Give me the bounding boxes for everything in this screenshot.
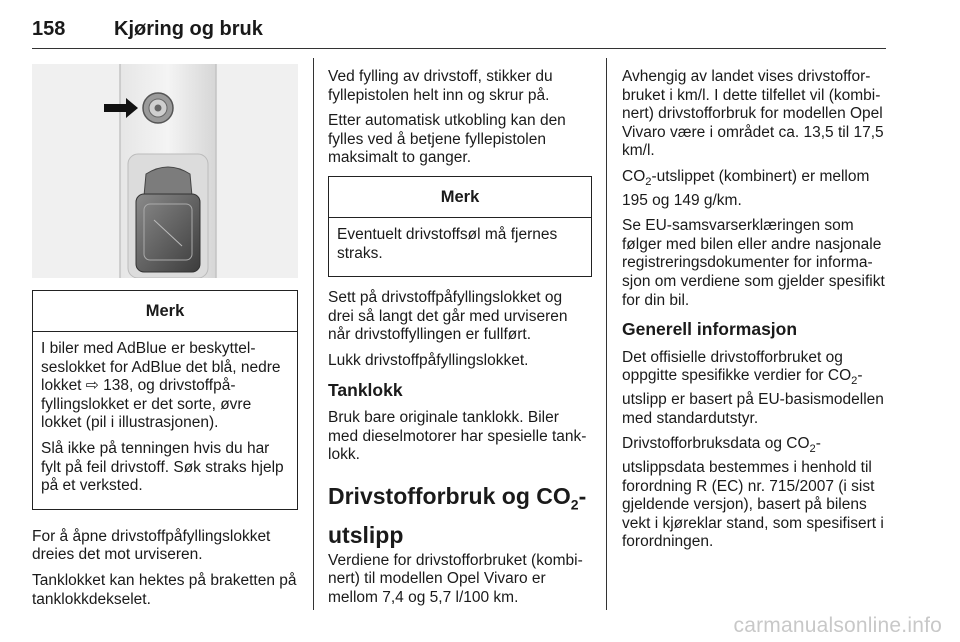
section-heading-generell: Generell informasjon bbox=[622, 319, 798, 340]
paragraph: Etter automatisk utkobling kan den fylles ved å betjene fyllepistolen maksimalt to ganger. bbox=[328, 112, 566, 167]
section-heading-tanklokk: Tanklokk bbox=[328, 379, 403, 400]
note-title: Merk bbox=[33, 291, 297, 332]
column-divider-1 bbox=[313, 58, 314, 610]
note-box bbox=[328, 176, 592, 277]
chapter-title: Kjøring og bruk bbox=[114, 18, 263, 40]
paragraph: For å åpne drivstoffpåfyllingslokket dreies det mot urviseren. bbox=[32, 527, 271, 564]
column-1 bbox=[32, 290, 298, 616]
paragraph: Lukk drivstoffpåfyllingslokket. bbox=[328, 351, 529, 369]
paragraph: Se EU-samsvarserklæringen som følger med bilen eller andre nasjonale registreringsdokumenter for informasjon om verdiene som gjelder spesifikt for din bil. bbox=[622, 217, 885, 309]
header-rule bbox=[32, 48, 886, 49]
column-3 bbox=[622, 68, 890, 559]
chapter-heading-fuel-consumption: Drivstofforbruk og $CO_2$-utslipp bbox=[328, 482, 587, 548]
note-paragraph: Eventuelt drivstoffsøl må fjernes straks. bbox=[337, 225, 558, 262]
note-box bbox=[32, 290, 298, 510]
column-2 bbox=[328, 68, 592, 614]
note-paragraph: Slå ikke på tenningen hvis du har fylt på feil drivstoff. Søk straks hjelp på et verksted. bbox=[41, 439, 284, 495]
column-divider-2 bbox=[606, 58, 607, 610]
note-title: Merk bbox=[329, 177, 591, 218]
page-header bbox=[32, 18, 263, 41]
note-paragraph: I biler med AdBlue er beskyttelseslokket for AdBlue det blå, nedre lokket ⇨ 138, og drivstoffpåfyllingslokket er det sorte, øvre lokket (pil i illustrasjonen). bbox=[41, 340, 281, 432]
paragraph: Det offisielle drivstofforbruket og oppgitte spesifikke verdier for $CO_2$-utslipp er basert på EU-basismodellen med standardutstyr. bbox=[622, 348, 884, 427]
page-number: 158 bbox=[32, 18, 66, 40]
paragraph: $CO_2$-utslippet (kombinert) er mellom 195 og 149 g/km. bbox=[622, 167, 870, 209]
fuel-filler-illustration bbox=[32, 64, 298, 278]
paragraph: Drivstofforbruksdata og $CO_2$-utslippsdata bestemmes i henhold til forordning R (EC) nr. 715/2007 (i sist gjeldende versjon), basert på bilens vekt i kjøreklar stand, som spesifisert i forordningen. bbox=[622, 435, 884, 551]
paragraph: Verdiene for drivstofforbruket (kombinert) til modellen Opel Vivaro er mellom 7,4 og 5,7 l/100 km. bbox=[328, 551, 583, 606]
paragraph: Bruk bare originale tanklokk. Biler med dieselmotorer har spesielle tanklokk. bbox=[328, 409, 587, 464]
paragraph: Avhengig av landet vises drivstofforbruket i km/l. I dette tilfellet vil (kombinert) drivstofforbruk for modellen Opel Vivaro være i området ca. 13,5 til 17,5 km/l. bbox=[622, 68, 884, 160]
watermark-text: carmanualsonline.info bbox=[733, 614, 942, 637]
paragraph: Tanklokket kan hektes på braketten på tanklokkdekselet. bbox=[32, 571, 297, 608]
paragraph: Ved fylling av drivstoff, stikker du fyllepistolen helt inn og skrur på. bbox=[328, 68, 553, 104]
paragraph: Sett på drivstoffpåfyllingslokket og drei så langt det går med urviseren når drivstoffyllingen er fullført. bbox=[328, 289, 568, 344]
